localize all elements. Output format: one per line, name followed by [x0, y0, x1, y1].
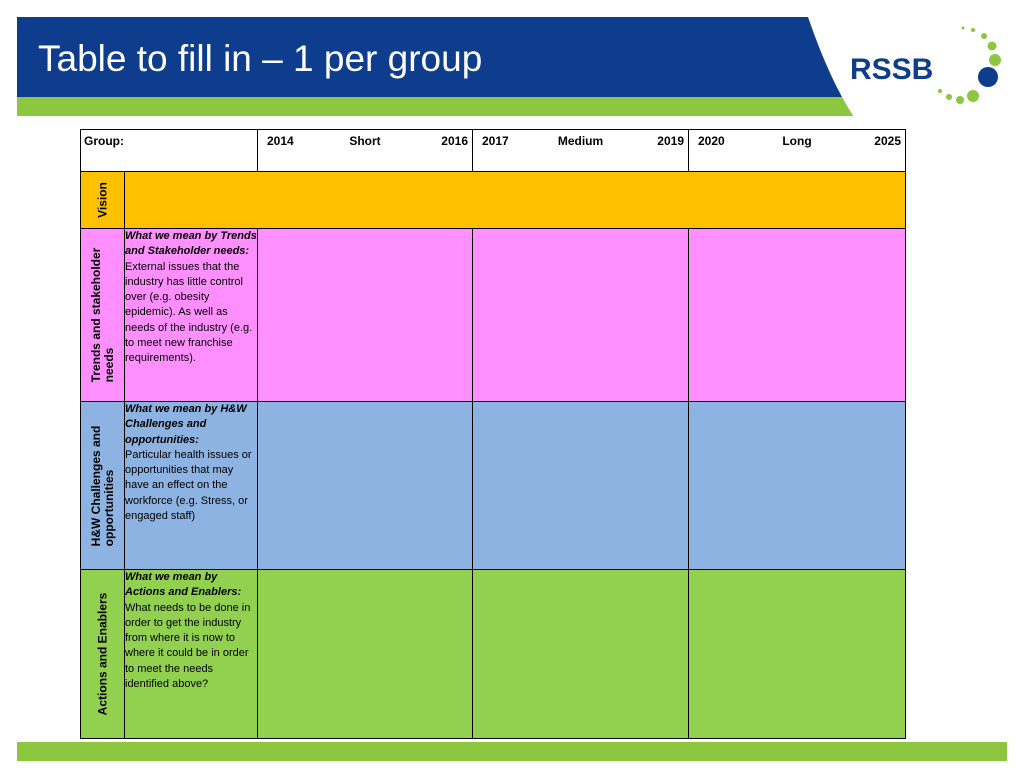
row-label-vision: [81, 172, 125, 229]
trends-short-cell[interactable]: [258, 229, 473, 402]
row-label-line: H&W Challenges and: [88, 425, 103, 546]
period-start: 2017: [482, 134, 509, 148]
period-end: 2016: [441, 134, 468, 148]
period-short: [258, 130, 473, 172]
hw-medium-cell[interactable]: [473, 402, 689, 570]
actions-row: [81, 570, 906, 739]
period-name: Long: [782, 134, 812, 148]
row-label-hw: [81, 402, 125, 570]
actions-description: [125, 570, 258, 739]
row-label-line: Vision: [95, 182, 109, 218]
period-end: 2025: [874, 134, 901, 148]
desc-heading: What we mean by Trends and Stakeholder needs:: [125, 230, 257, 258]
desc-heading: What we mean by Actions and Enablers:: [125, 571, 242, 599]
period-end: 2019: [657, 134, 684, 148]
slide-title: Table to fill in – 1 per group: [38, 38, 483, 79]
period-medium: [473, 130, 689, 172]
row-label-line: needs: [101, 347, 116, 383]
row-label-line: opportunities: [101, 469, 116, 546]
actions-medium-cell[interactable]: [473, 570, 689, 739]
hw-description: [125, 402, 258, 570]
period-name: Short: [349, 134, 381, 148]
desc-text: What needs to be done in order to get the industry from where it is now to where it could be in order to meet the needs identified above?: [125, 601, 251, 691]
desc-text: External issues that the industry has little control over (e.g. obesity epidemic). As well as needs of the industry (e.g. to meet new franchise requirements).: [125, 260, 253, 365]
trends-long-cell[interactable]: [689, 229, 906, 402]
actions-long-cell[interactable]: [689, 570, 906, 739]
period-start: 2014: [267, 134, 294, 148]
hw-short-cell[interactable]: [258, 402, 473, 570]
row-label-line: Actions and Enablers: [95, 592, 109, 716]
desc-heading: What we mean by H&W Challenges and opportunities:: [125, 403, 247, 446]
logo-text: RSSB: [850, 53, 934, 86]
planning-table: [80, 129, 906, 739]
footer-bar: [17, 742, 1007, 761]
period-start: 2020: [698, 134, 725, 148]
hw-long-cell[interactable]: [689, 402, 906, 570]
period-name: Medium: [557, 134, 604, 148]
trends-row: [81, 229, 906, 402]
row-label-trends: [81, 229, 125, 402]
desc-text: Particular health issues or opportunities that may have an effect on the workforce (e.g. Stress, or engaged staff): [125, 448, 252, 523]
hw-row: [81, 402, 906, 570]
vision-input-cell[interactable]: [125, 172, 906, 229]
group-label: Group:: [81, 130, 258, 172]
period-long: [689, 130, 906, 172]
actions-short-cell[interactable]: [258, 570, 473, 739]
trends-description: [125, 229, 258, 402]
vision-row: [81, 172, 906, 229]
logo-panel: [808, 17, 1007, 117]
row-label-actions: [81, 570, 125, 739]
trends-medium-cell[interactable]: [473, 229, 689, 402]
table-header-row: [81, 130, 906, 172]
row-label-line: Trends and stakeholder: [88, 247, 103, 383]
